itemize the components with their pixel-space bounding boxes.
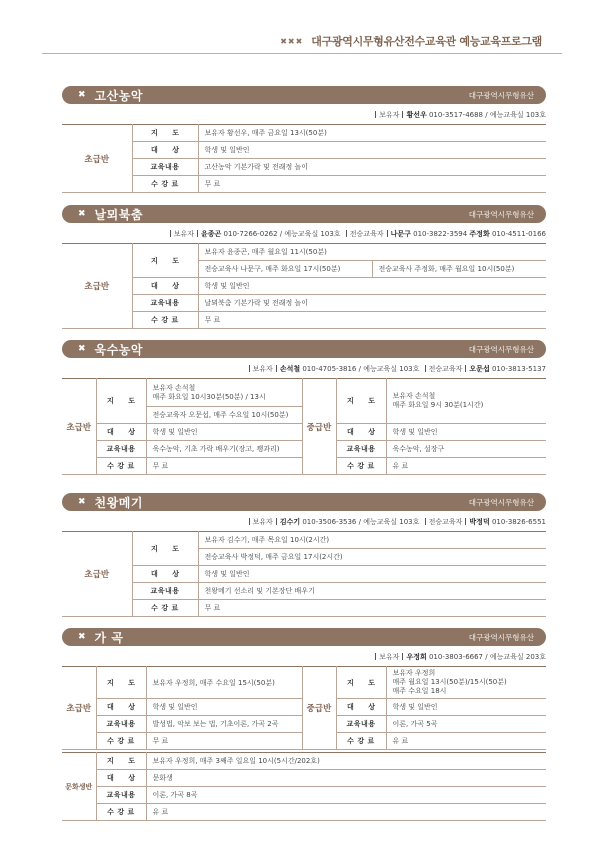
value-target: 학생 및 일반인 — [386, 699, 546, 716]
page-header — [280, 33, 542, 49]
value-content: 천왕메기 선소리 및 기본장단 배우기 — [198, 583, 546, 600]
label-fee: 수 강 료 — [96, 458, 146, 475]
header-divider — [42, 53, 562, 54]
cross-mark-icon: ✖ — [78, 209, 86, 219]
table-row — [62, 379, 546, 407]
level-beginner: 초급반 — [62, 532, 132, 617]
value-guide-trainer: 전승교육자 오문섭, 매주 수요일 10시(50분) — [146, 407, 302, 424]
value-fee: 유 료 — [386, 733, 546, 750]
value-content: 이론, 가곡 5곡 — [386, 716, 546, 733]
level-intermediate: 중급반 — [302, 379, 336, 475]
value-guide-trainer2: 전승교육사 주정화, 매주 월요일 10시(50분) — [372, 261, 546, 278]
schedule-table-cultural — [62, 752, 546, 821]
value-target: 학생 및 일반인 — [386, 424, 546, 441]
value-guide-holder: 보유자 김수기, 매주 목요일 10시(2시간) — [198, 532, 546, 549]
cross-mark-icon: ✖ — [78, 632, 86, 642]
label-guide: 지 도 — [132, 532, 198, 566]
schedule-table — [62, 531, 546, 617]
section-title-bar — [62, 340, 546, 358]
label-guide: 지 도 — [96, 753, 146, 770]
level-beginner: 초급반 — [62, 244, 132, 329]
value-fee: 무 료 — [146, 458, 302, 475]
contact-info: 보유자 우정희 010-3803-6667 / 예능교육실 203호 — [62, 652, 546, 663]
value-guide-holder: 보유자 손석철 매주 화요일 9시 30분(1시간) — [386, 379, 546, 424]
value-fee: 무 료 — [198, 176, 546, 193]
schedule-table — [62, 243, 546, 329]
schedule-table — [62, 666, 546, 750]
table-row — [62, 770, 546, 787]
section-title-bar — [62, 628, 546, 646]
table-row — [62, 295, 546, 312]
value-target: 학생 및 일반인 — [198, 142, 546, 159]
label-guide: 지 도 — [336, 379, 386, 424]
value-guide-holder: 보유자 우정희, 매주 수요일 15시(50분) — [146, 667, 302, 699]
cross-mark-icon: ✖ — [78, 344, 86, 354]
level-beginner: 초급반 — [62, 379, 96, 475]
section-nalmoe-bukchum — [62, 205, 546, 329]
value-content: 이론, 가곡 8곡 — [146, 787, 546, 804]
heritage-tag: 대구광역시무형유산 — [468, 344, 534, 354]
heritage-tag: 대구광역시무형유산 — [468, 90, 534, 100]
table-row — [62, 600, 546, 617]
contact-info: 보유자 황선우 010-3517-4688 / 예능교육실 103호 — [62, 110, 546, 121]
cross-mark-icon: ✖ — [78, 497, 86, 507]
label-content: 교육내용 — [336, 441, 386, 458]
level-beginner: 초급반 — [62, 125, 132, 193]
table-row — [62, 312, 546, 329]
section-title: 욱수농악 — [94, 342, 143, 357]
table-row — [62, 667, 546, 699]
section-title: 날뫼북춤 — [94, 207, 143, 222]
label-fee: 수 강 료 — [96, 804, 146, 821]
label-guide: 지 도 — [132, 125, 198, 142]
value-guide-holder: 보유자 윤종곤, 매주 월요일 11시(50분) — [198, 244, 546, 261]
label-guide: 지 도 — [96, 379, 146, 424]
value-content: 날뫼북춤 기본가락 및 전래정 놀이 — [198, 295, 546, 312]
label-target: 대 상 — [132, 142, 198, 159]
table-row — [62, 278, 546, 295]
label-target: 대 상 — [96, 770, 146, 787]
label-fee: 수 강 료 — [96, 733, 146, 750]
schedule-table — [62, 124, 546, 193]
table-row — [62, 244, 546, 261]
label-content: 교육내용 — [132, 295, 198, 312]
section-title: 천왕메기 — [94, 495, 143, 510]
table-row — [62, 142, 546, 159]
value-fee: 무 료 — [198, 600, 546, 617]
table-row — [62, 159, 546, 176]
label-target: 대 상 — [132, 566, 198, 583]
table-row — [62, 125, 546, 142]
value-guide-trainer1: 전승교육사 나문구, 매주 화요일 17시(50분) — [198, 261, 372, 278]
section-cheonwang-megi — [62, 493, 546, 617]
table-row — [62, 532, 546, 549]
page-title: 대구광역시무형유산전수교육관 예능교육프로그램 — [311, 35, 542, 48]
section-uksu-nongak — [62, 340, 546, 475]
value-fee: 유 료 — [146, 804, 546, 821]
label-guide: 지 도 — [132, 244, 198, 278]
label-guide: 지 도 — [96, 667, 146, 699]
section-title-bar — [62, 86, 546, 104]
value-target: 학생 및 일반인 — [198, 278, 546, 295]
label-target: 대 상 — [132, 278, 198, 295]
value-target: 문화생 — [146, 770, 546, 787]
label-fee: 수 강 료 — [132, 176, 198, 193]
cross-mark-icon: ✖ — [78, 90, 86, 100]
contact-info: 보유자 윤종곤 010-7266-0262 / 예능교육실 103호 전승교육자 나문구 010-3822-3594 주정화 010-4511-0166 — [62, 229, 546, 240]
value-fee: 유 료 — [386, 458, 546, 475]
label-target: 대 상 — [96, 424, 146, 441]
table-row — [62, 176, 546, 193]
section-title-bar — [62, 205, 546, 223]
value-content: 발성법, 악보 보는 법, 기초이론, 가곡 2곡 — [146, 716, 302, 733]
label-content: 교육내용 — [96, 716, 146, 733]
heritage-tag: 대구광역시무형유산 — [468, 497, 534, 507]
heritage-tag: 대구광역시무형유산 — [468, 209, 534, 219]
section-title-bar — [62, 493, 546, 511]
label-fee: 수 강 료 — [132, 312, 198, 329]
heritage-tag: 대구광역시무형유산 — [468, 632, 534, 642]
section-title: 고산농악 — [94, 88, 143, 103]
label-fee: 수 강 료 — [336, 458, 386, 475]
value-fee: 무 료 — [146, 733, 302, 750]
level-beginner: 초급반 — [62, 667, 96, 750]
label-content: 교육내용 — [132, 159, 198, 176]
label-target: 대 상 — [96, 699, 146, 716]
contact-info: 보유자 김수기 010-3506-3536 / 예능교육실 103호 전승교육자 박정덕 010-3826-6551 — [62, 517, 546, 528]
table-row — [62, 566, 546, 583]
value-guide-trainer: 전승교육사 박정덕, 매주 금요일 17시(2시간) — [198, 549, 546, 566]
header-deco: ✖✖✖ — [280, 36, 304, 46]
label-content: 교육내용 — [96, 787, 146, 804]
label-fee: 수 강 료 — [132, 600, 198, 617]
label-fee: 수 강 료 — [336, 733, 386, 750]
section-title: 가 곡 — [94, 630, 124, 645]
label-content: 교육내용 — [132, 583, 198, 600]
table-row — [62, 583, 546, 600]
value-fee: 무 료 — [198, 312, 546, 329]
value-guide-holder: 보유자 우정희, 매주 3째주 일요일 10시(5시간/202호) — [146, 753, 546, 770]
label-target: 대 상 — [336, 424, 386, 441]
label-content: 교육내용 — [336, 716, 386, 733]
section-gosan-nongak — [62, 86, 546, 193]
value-content: 욱수농악, 기초 가락 배우기(장고, 꽹과리) — [146, 441, 302, 458]
value-target: 학생 및 일반인 — [198, 566, 546, 583]
label-content: 교육내용 — [96, 441, 146, 458]
value-target: 학생 및 일반인 — [146, 699, 302, 716]
label-target: 대 상 — [336, 699, 386, 716]
section-gagok — [62, 628, 546, 821]
level-cultural: 문화생반 — [62, 753, 96, 821]
contact-info: 보유자 손석철 010-4705-3816 / 예능교육실 103호 전승교육자 오문섭 010-3813-5137 — [62, 364, 546, 375]
table-row — [62, 753, 546, 770]
value-content: 고산농악 기본가락 및 전래정 놀이 — [198, 159, 546, 176]
value-guide: 보유자 황선우, 매주 금요일 13시(50분) — [198, 125, 546, 142]
table-row — [62, 787, 546, 804]
level-intermediate: 중급반 — [302, 667, 336, 750]
value-guide-holder: 보유자 손석철 매주 화요일 10시30분(50분) / 13시 — [146, 379, 302, 407]
label-guide: 지 도 — [336, 667, 386, 699]
value-guide-holder: 보유자 우정희 매주 월요일 13시(50분)/15시(50분) 매주 수요일 18시 — [386, 667, 546, 699]
value-target: 학생 및 일반인 — [146, 424, 302, 441]
table-row — [62, 804, 546, 821]
value-content: 욱수농악, 설장구 — [386, 441, 546, 458]
schedule-table — [62, 378, 546, 475]
